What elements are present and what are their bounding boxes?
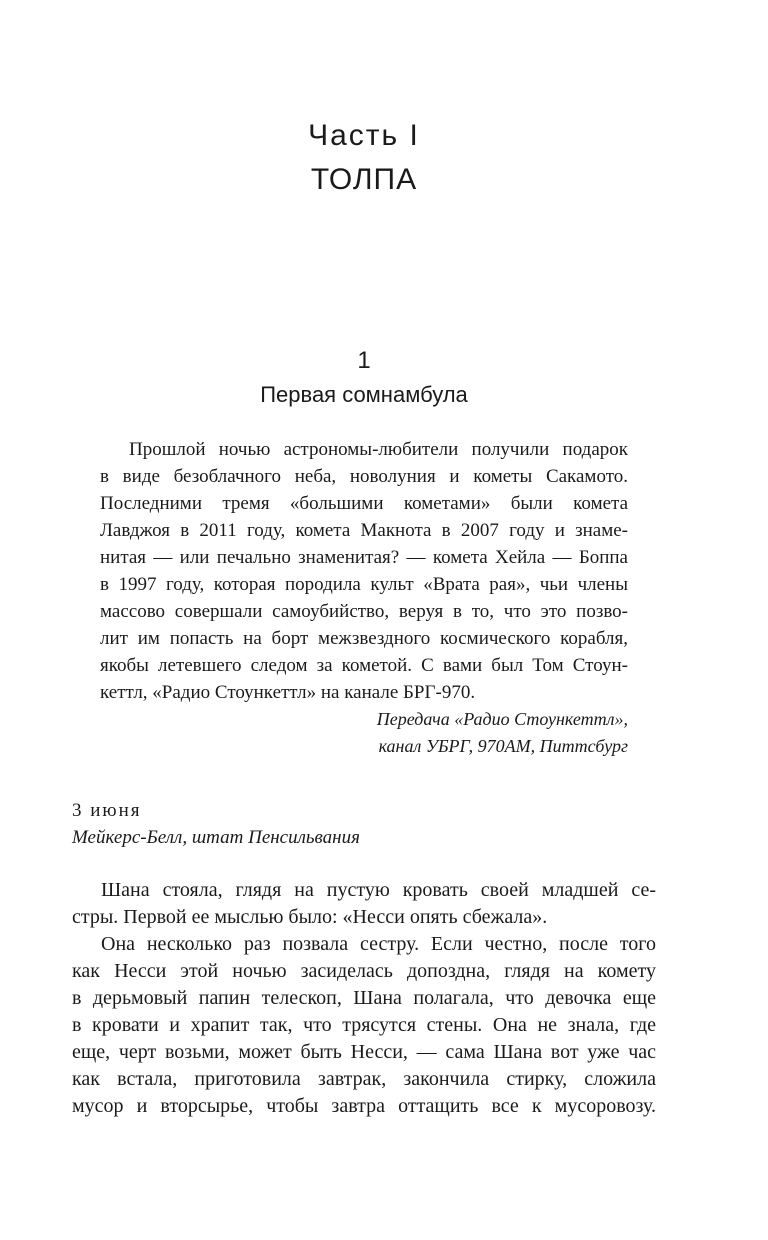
body-line: в кровати и храпит так, что трясутся стены. Она не знала, где — [72, 1014, 656, 1036]
dateline-date: 3 июня — [72, 800, 142, 821]
body-line: стры. Первой ее мыслью было: «Несси опять сбежала». — [72, 906, 548, 928]
epigraph-line: в виде безоблачного неба, новолуния и кометы Сакамото. — [100, 466, 628, 487]
dateline-place: Мейкерс-Белл, штат Пенсильвания — [72, 827, 360, 848]
body-line: как Несси этой ночью засиделась допоздна, глядя на комету — [72, 960, 656, 982]
epigraph-line: в 1997 году, которая породила культ «Врата рая», чьи члены — [100, 574, 628, 595]
epigraph-line: лит им попасть на борт межзвездного космического корабля, — [100, 628, 628, 649]
body-line: Шана стояла, глядя на пустую кровать своей младшей се- — [101, 879, 656, 901]
attribution-line: Передача «Радио Стоункеттл», — [376, 709, 628, 729]
body-line: Она несколько раз позвала сестру. Если честно, после того — [101, 933, 656, 955]
body-line: в дерьмовый папин телескоп, Шана полагала, что девочка еще — [72, 987, 656, 1009]
epigraph — [100, 436, 628, 706]
body-line: как встала, приготовила завтрак, закончила стирку, сложила — [72, 1068, 656, 1090]
epigraph-line: кеттл, «Радио Стоункеттл» на канале БРГ-970. — [100, 682, 476, 703]
attribution-line: канал УБРГ, 970АМ, Питтсбург — [378, 736, 628, 756]
body-paragraphs — [72, 877, 656, 1120]
epigraph-attribution — [228, 706, 628, 760]
body-line: еще, черт возьми, может быть Несси, — сама Шана вот уже час — [72, 1041, 656, 1063]
epigraph-line: Прошлой ночью астрономы-любители получили подарок — [129, 439, 628, 460]
epigraph-line: Последними тремя «большими кометами» были комета — [100, 493, 628, 514]
part-title: ТОЛПА — [310, 163, 418, 196]
epigraph-line: Лавджоя в 2011 году, комета Макнота в 2007 году и знаме- — [100, 520, 628, 541]
epigraph-line: массово совершали самоубийство, веруя в то, что это позво- — [100, 601, 628, 622]
epigraph-line: якобы летевшего следом за кометой. С вами был Том Стоун- — [100, 655, 628, 676]
chapter-number: 1 — [357, 347, 371, 374]
part-label: Часть I — [308, 119, 420, 152]
epigraph-line: нитая — или печально знаменитая? — комета Хейла — Боппа — [100, 547, 628, 568]
body-line: мусор и вторсырье, чтобы завтра оттащить все к мусоровозу. — [72, 1095, 656, 1117]
chapter-title: Первая сомнамбула — [260, 382, 468, 407]
